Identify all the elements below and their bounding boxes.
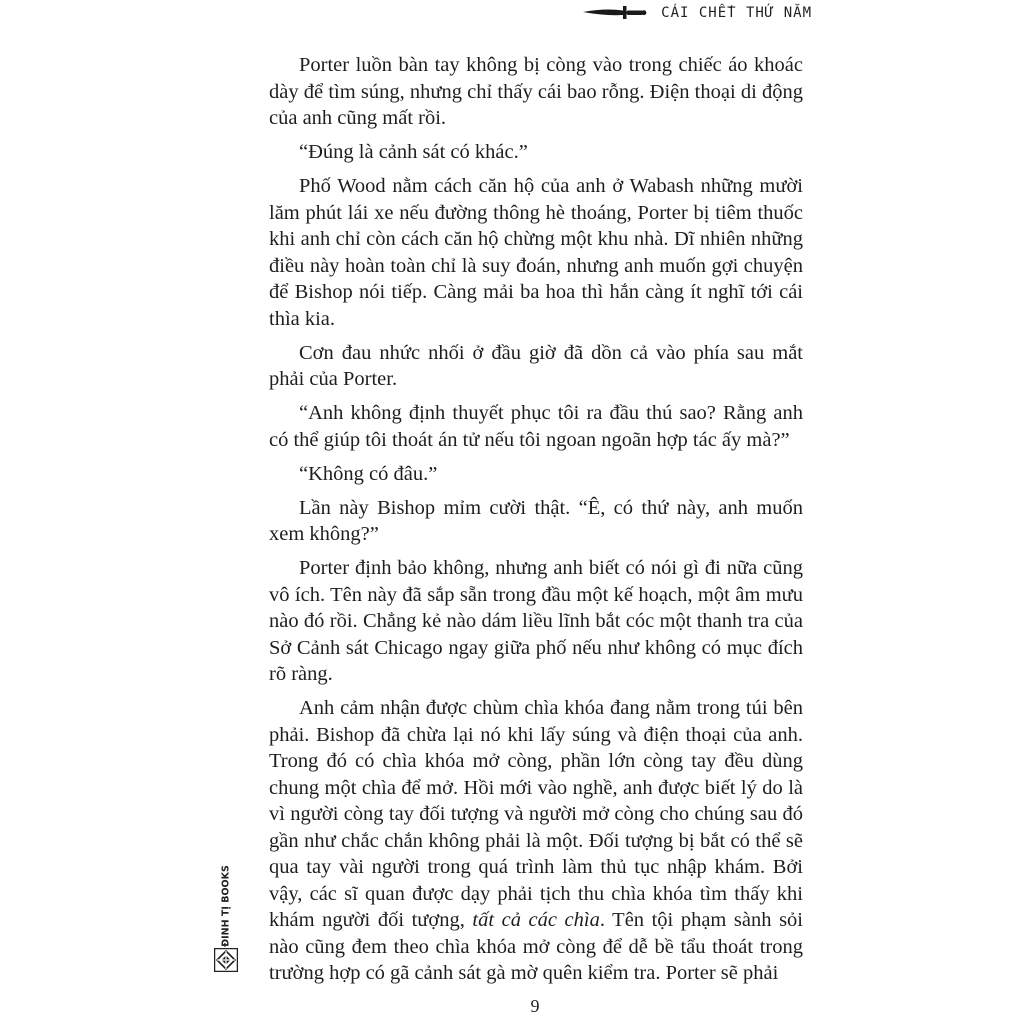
dinh-ti-logo-icon <box>214 948 238 972</box>
paragraph: Lần này Bishop mỉm cười thật. “Ê, có thứ này, anh muốn xem không?” <box>269 496 803 545</box>
knife-icon <box>583 2 647 24</box>
paragraph-last <box>269 695 803 987</box>
emphasis-text: tất cả các chìa <box>472 909 600 931</box>
publisher-name: ĐINH TỊ BOOKS <box>220 865 232 947</box>
paragraph: “Đúng là cảnh sát có khác.” <box>299 141 528 163</box>
running-header <box>583 2 812 24</box>
paragraph: “Anh không định thuyết phục tôi ra đầu thú sao? Rằng anh có thể giúp tôi thoát án tử nếu tôi ngoan ngoãn hợp tác ấy mà?” <box>269 402 803 451</box>
body-text <box>269 52 803 987</box>
publisher-mark <box>214 866 238 974</box>
paragraph: “Không có đâu.” <box>299 462 438 485</box>
paragraph: Porter định bảo không, nhưng anh biết có nói gì đi nữa cũng vô ích. Tên này đã sắp sẵn trong đầu một kế hoạch, một âm mưu nào đó rồi. Chẳng kẻ nào dám liều lĩnh bắt cóc một thanh tra của Sở Cảnh sát Chicago ngay giữa phố nếu như không có mục đích rõ ràng. <box>269 557 803 685</box>
paragraph: Cơn đau nhức nhối ở đầu giờ đã dồn cả vào phía sau mắt phải của Porter. <box>269 341 803 390</box>
paragraph-text: Anh cảm nhận được chùm chìa khóa đang nằm trong túi bên phải. Bishop đã chừa lại nó khi lấy súng và điện thoại của anh. Trong đó có chìa khóa mở còng, phần lớn còng tay đều dùng chung một chìa để mở. Hồi mới vào nghề, anh được biết lý do là vì người còng tay đối tượng và người mở còng cho chúng sau đó gần như chắc chắn không phải là một. Đối tượng bị bắt có thể sẽ qua tay vài người trong quá trình làm thủ tục nhập khám. Bởi vậy, các sĩ quan được dạy phải tịch thu chìa khóa tìm thấy khi khám người đối tượng, <box>269 697 803 931</box>
paragraph: Phố Wood nằm cách căn hộ của anh ở Wabash những mười lăm phút lái xe nếu đường thông hè thoáng, Porter bị tiêm thuốc khi anh chỉ còn cách căn hộ chừng một khu nhà. Dĩ nhiên những điều này hoàn toàn chỉ là suy đoán, nhưng anh muốn gợi chuyện để Bishop nói tiếp. Càng mải ba hoa thì hắn càng ít nghĩ tới cái thìa kia. <box>269 175 803 330</box>
page-number: 9 <box>530 996 540 1016</box>
paragraph-text: . Tên tội phạm sành sỏi nào cũng đem theo chìa khóa mở còng để dễ bề tẩu thoát trong trường hợp có gã cảnh sát gà mờ quên kiểm tra. Porter sẽ phải <box>269 909 803 984</box>
paragraph: Porter luồn bàn tay không bị còng vào trong chiếc áo khoác dày để tìm súng, nhưng chỉ thấy cái bao rỗng. Điện thoại di động của anh cũng mất rồi. <box>269 54 803 129</box>
running-title: CÁI CHẾT THỨ NĂM <box>661 5 812 21</box>
